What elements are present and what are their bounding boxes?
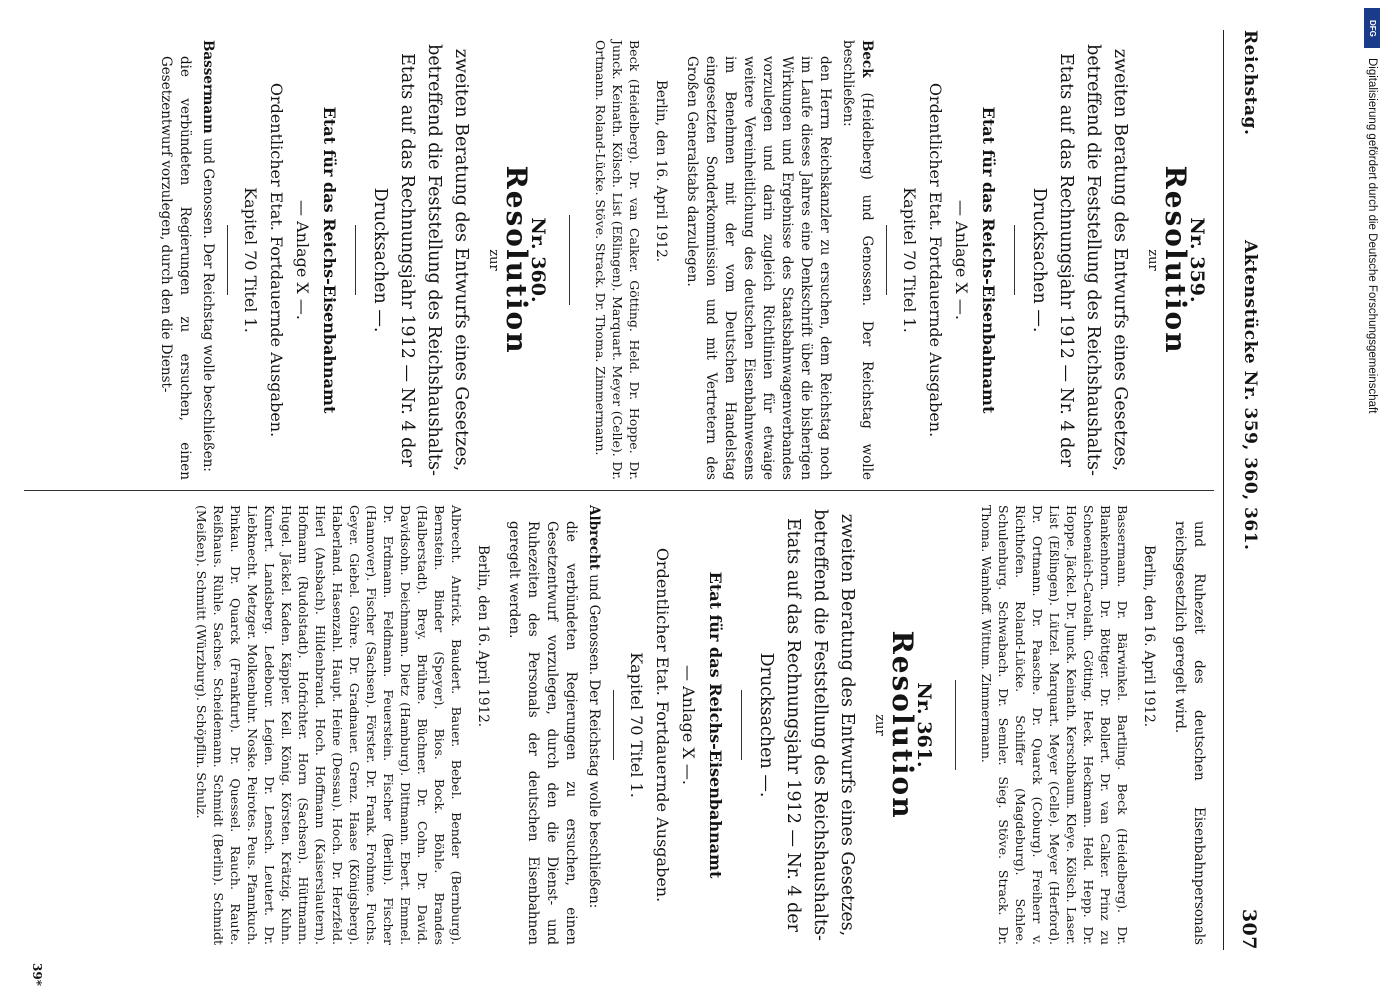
res360-ausgaben: Ordentlicher Etat. Fortdauernde Ausgaben. — [267, 82, 286, 438]
res361-mover: Albrecht — [586, 505, 602, 571]
header-rule — [1223, 30, 1224, 950]
res360-rule — [355, 225, 356, 295]
res359-title: Resolution — [1159, 165, 1192, 355]
res359-etat: Etat für das Reichs-Eisenbahnamt — [979, 106, 998, 414]
page-number: 307 — [1238, 908, 1260, 950]
header-center: Aktenstücke Nr. 359, 360, 361. — [1240, 240, 1260, 551]
res361-ausgaben: Ordentlicher Etat. Fortdauernde Ausgaben. — [653, 547, 672, 903]
res359-date: Berlin, den 16. April 1912. — [653, 80, 669, 263]
res361-rule — [741, 690, 742, 760]
res360-intro-text: und Genossen. Der Reichstag wolle beschließen: — [200, 133, 216, 472]
res360-etat: Etat für das Reichs-Eisenbahnamt — [320, 106, 339, 414]
header-left: Reichstag. — [1240, 30, 1260, 136]
res359-intro-text: (Heidelberg) und Genossen. Der Reichstag wolle beschließen: — [840, 40, 875, 480]
res359-rule-2 — [886, 225, 887, 295]
res359-zur: zur — [1145, 249, 1160, 271]
res360-title: Resolution — [500, 165, 533, 355]
res361-zur: zur — [872, 714, 887, 736]
column-divider — [24, 490, 1214, 491]
res359-intro — [838, 40, 876, 480]
separator-360-361 — [955, 680, 956, 770]
res361-etat: Etat für das Reichs-Eisenbahnamt — [706, 571, 725, 879]
res360-subject: zweiten Beratung des Entwurfs eines Gesetzes, betreffend die Feststellung des Reichshaushalts-Etats auf das Rechnungsjahr 1912 — Nr. 4 der Drucksachen —. — [370, 44, 471, 476]
res359-anlage: — Anlage X —. — [952, 200, 971, 320]
res360-kapitel: Kapitel 70 Titel 1. — [241, 187, 260, 333]
res359-ausgaben: Ordentlicher Etat. Fortdauernde Ausgaben. — [926, 82, 945, 438]
signature-mark: 39* — [30, 963, 44, 986]
res360-signers: Bassermann. Dr. Bärwinkel. Bartling. Beck (Heidelberg). Dr. Blankenhorn. Dr. Böttger. Dr. Bollert. Dr. van Calker. Prinz zu Schoenaich-Carolath. Götting. Heck. Heckmann. Held. Hepp. Dr. Hoppe. Jäckel. Dr. Junck. Keinath. Kerschbaum. Kleye. Kölsch. Laser. List (Eßlingen). Lützel. Marquart. Meyer (Celle). Meyer (Herford). Dr. Ortmann. Dr. Paasche. Dr. Quarck (Coburg). Freiherr v. Richthofen. Roland-Lücke. Schiffer (Magdeburg). Schlee. Schulenburg. Schwabach. Dr. Semler. Sieg. Stöve. Strack. Dr. Thoma. Wamhoff. Wittum. Zimmermann. — [979, 505, 1130, 945]
res360-body: die verbündeten Regierungen zu ersuchen, einen Gesetzentwurf vorzulegen, durch den die Dienst- — [158, 56, 193, 480]
column-right — [32, 505, 1212, 945]
res361-intro — [584, 505, 603, 945]
res361-date: Berlin, den 16. April 1912. — [475, 545, 491, 728]
separator-359-360 — [569, 215, 570, 305]
res361-number: Nr. 361. — [913, 682, 935, 768]
res359-signers: Beck (Heidelberg). Dr. van Calker. Götting. Held. Dr. Hoppe. Dr. Junck. Keinath. Kölsch. List (Eßlingen). Marquart. Meyer (Celle). Dr. Ortmann. Roland-Lücke. Stöve. Strack. Dr. Thoma. Zimmermann. — [593, 40, 642, 480]
res360-rule-2 — [227, 225, 228, 295]
res359-body: den Herrn Reichskanzler zu ersuchen, dem Reichstag noch im Laufe dieses Jahres eine Denkschrift über die bisherigen Wirkungen und Ergebnisse des Staatsbahnwagenverbandes vorzulegen und darin zugleich Richtlinien für etwaige weitere Vereinheitlichung des deutschen Eisenbahnwesens im Benehmen mit der vom Deutschen Handelstag eingesetzten Sonderkommission und mit Vertretern des Großen Generalstabs darzulegen. — [684, 56, 833, 480]
res360-number: Nr. 360. — [527, 217, 549, 303]
res360-anlage: — Anlage X —. — [293, 200, 312, 320]
res361-anlage: — Anlage X —. — [679, 665, 698, 785]
column-left — [32, 40, 1212, 480]
res359-subject: zweiten Beratung des Entwurfs eines Gesetzes, betreffend die Feststellung des Reichshaushalts-Etats auf das Rechnungsjahr 1912 — Nr. 4 der Drucksachen —. — [1029, 44, 1130, 476]
res361-title: Resolution — [886, 630, 919, 820]
res360-body-cont: und Ruhezeit des deutschen Eisenbahnpersonals reichsgesetzlich geregelt wird. — [1172, 521, 1207, 945]
res360-mover: Bassermann — [200, 40, 216, 134]
res359-mover: Beck — [859, 40, 875, 78]
res361-signers: Albrecht. Antrick. Baudert. Bauer. Bebel. Bender (Bernburg). Bernstein. Binder (Speyer). Bios. Bock. Böhle. Brandes (Halberstadt). Brey. Brühne. Büchner. Dr. Cohn. Dr. David. Davidsohn. Deichmann. Dietz (Hamburg). Dittmann. Ebert. Emmel. Dr. Erdmann. Feldmann. Feuerstein. Fischer (Berlin). Fischer (Hannover). Fischer (Sachsen). Förster. Dr. Frank. Frohme. Fuchs. Geyer. Giebel. Göhre. Dr. Gradnauer. Grenz. Haase (Königsberg). Haberland. Hasenzahl. Haupt. Heine (Dessau). Hoch. Dr. Herzfeld. Hierl (Ansbach). Hildenbrand. Hoch. Hoffmann (Kaiserslautern). Hofmann (Rudolstadt). Hofrichter. Horn (Sachsen). Hüttmann. Hugel. Jäckel. Kaden. Käppler. Keil. König. Körsten. Krätzig. Kuhn. Kunert. Landsberg. Ledebour. Legien. Dr. Lensch. Leutert. Dr. Liebknecht. Metzger. Molkenbuhr. Noske. Peirotes. Peus. Pfannkuch. Pinkau. Dr. Quarck (Frankfurt). Dr. Quessel. Rauch. Raute. Reißhaus. Rühle. Sachse. Scheidemann. Schmidt (Berlin). Schmidt (Meißen). Schmitt (Würzburg). Schöpflin. Schulz. — [194, 505, 464, 945]
res360-zur: zur — [486, 249, 501, 271]
dfg-logo: DFG — [1364, 8, 1380, 48]
digitization-credit: Digitalisierung gefördert durch die Deutsche Forschungsgemeinschaft — [1366, 58, 1378, 414]
res361-subject: zweiten Beratung des Entwurfs eines Gesetzes, betreffend die Feststellung des Reichshaushalts-Etats auf das Rechnungsjahr 1912 — Nr. 4 der Drucksachen —. — [756, 509, 857, 941]
res360-date: Berlin, den 16. April 1912. — [1141, 545, 1157, 728]
res361-body: die verbündeten Regierungen zu ersuchen, einen Gesetzentwurf vorzulegen, durch den die Dienst- und Ruhezeiten des Personals der deutschen Eisenbahnen geregelt werden. — [506, 521, 579, 945]
res359-kapitel: Kapitel 70 Titel 1. — [900, 187, 919, 333]
res360-intro — [198, 40, 217, 480]
res361-kapitel: Kapitel 70 Titel 1. — [627, 652, 646, 798]
res359-rule — [1014, 225, 1015, 295]
res361-rule-2 — [613, 690, 614, 760]
digitization-sidebar — [1363, 8, 1381, 992]
running-head — [1230, 30, 1260, 950]
res361-intro-text: und Genossen. Der Reichstag wolle beschließen: — [586, 570, 602, 909]
res359-number: Nr. 359. — [1186, 217, 1208, 303]
